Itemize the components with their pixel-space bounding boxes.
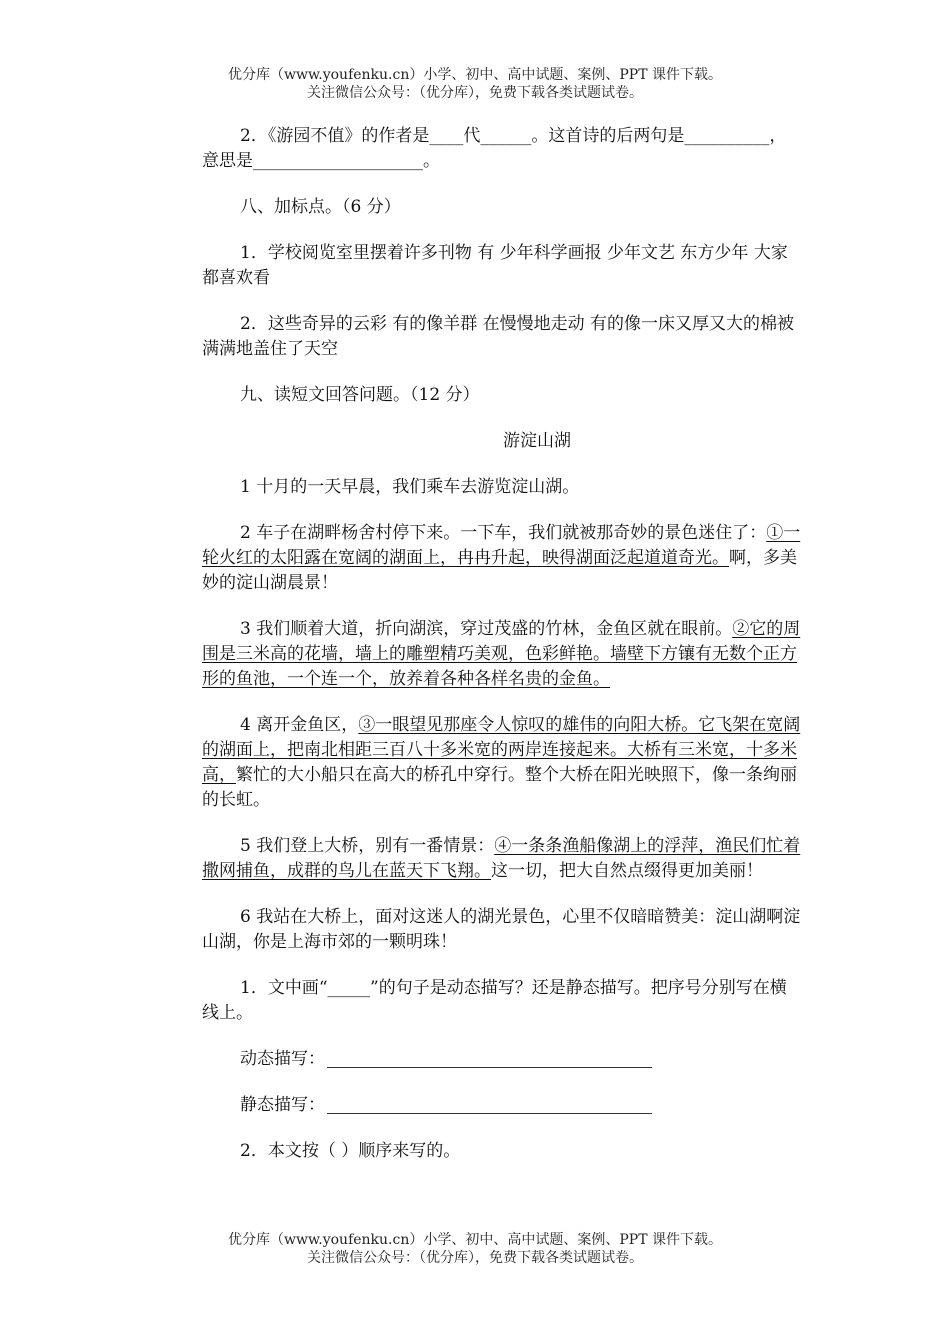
- passage-title: 游淀山湖: [503, 431, 571, 451]
- static-description-label: 静态描写：: [240, 1095, 325, 1115]
- p2-text-a: 2 车子在湖畔杨舍村停下来。一下车，我们就被那奇妙的景色迷住了：: [240, 523, 767, 543]
- p2-text-b: 啊，多美妙的淀山湖晨景！: [202, 548, 797, 593]
- footer-line-1: 优分库（www.youfenku.cn）小学、初中、高中试题、案例、PPT 课件下载。: [227, 1232, 722, 1248]
- p5-underlined-sentence: ④一条条渔船像湖上的浮萍，渔民们忙着撒网捕鱼，成群的鸟儿在蓝天下飞翔。: [202, 836, 801, 881]
- header-line-2: 关注微信公众号：（优分库），免费下载各类试题试卷。: [307, 85, 643, 101]
- question-7-2: 2．《游园不值》的作者是____代______。这首诗的后两句是__________，意思是____________________。: [202, 126, 787, 171]
- document-body: [202, 124, 802, 1164]
- p3-text-a: 3 我们顺着大道，折向湖滨，穿过茂盛的竹林，金鱼区就在眼前。: [240, 619, 733, 639]
- passage-paragraph-6: 6 我站在大桥上，面对这迷人的湖光景色，心里不仅暗暗赞美：淀山湖啊淀山湖，你是上海市郊的一颗明珠！: [202, 907, 801, 952]
- p4-text-b: 繁忙的大小船只在高大的桥孔中穿行。整个大桥在阳光映照下，像一条绚丽的长虹。: [202, 765, 797, 810]
- passage-paragraph-4: [202, 713, 802, 813]
- dynamic-description-answer-line[interactable]: [327, 1050, 652, 1068]
- section-8-item-1: 1．学校阅览室里摆着许多刊物 有 少年科学画报 少年文艺 东方少年 大家都喜欢看: [202, 243, 788, 288]
- static-description-row: [202, 1093, 802, 1118]
- p4-underlined-sentence: ③一眼望见那座令人惊叹的雄伟的向阳大桥。它飞架在宽阔的湖面上，把南北相距三百八十多米宽的两岸连接起来。大桥有三米宽，十多米高，: [202, 715, 801, 785]
- p3-underlined-sentence: ②它的周围是三米高的花墙，墙上的雕塑精巧美观，色彩鲜艳。墙壁下方镶有无数个正方形的鱼池，一个连一个，放养着各种各样名贵的金鱼。: [202, 619, 801, 689]
- section-8-item-2: 2．这些奇异的云彩 有的像羊群 在慢慢地走动 有的像一床又厚又大的棉被 满满地盖住了天空: [202, 314, 795, 359]
- section-9-title: 九、读短文回答问题。（12 分）: [240, 385, 480, 405]
- dynamic-description-label: 动态描写：: [240, 1049, 325, 1069]
- passage-paragraph-2: [202, 521, 802, 596]
- passage-paragraph-3: [202, 617, 802, 692]
- header-line-1: 优分库（www.youfenku.cn）小学、初中、高中试题、案例、PPT 课件下载。: [227, 67, 722, 83]
- passage-paragraph-5: [202, 834, 802, 884]
- p4-text-a: 4 离开金鱼区，: [240, 715, 359, 735]
- passage-paragraph-1: 1 十月的一天早晨，我们乘车去游览淀山湖。: [240, 477, 580, 497]
- question-9-1: 1．文中画“_____”的句子是动态描写？还是静态描写。把序号分别写在横线上。: [202, 978, 787, 1023]
- dynamic-description-row: [202, 1047, 802, 1072]
- p5-text-b: 这一切，把大自然点缀得更加美丽！: [491, 861, 763, 881]
- page-footer: [0, 1231, 950, 1267]
- footer-line-2: 关注微信公众号：（优分库），免费下载各类试题试卷。: [307, 1250, 643, 1266]
- section-8-title: 八、加标点。（6 分）: [240, 197, 401, 217]
- question-9-2: 2．本文按（ ）顺序来写的。: [240, 1141, 461, 1161]
- page-header: [0, 66, 950, 102]
- static-description-answer-line[interactable]: [327, 1096, 652, 1114]
- p5-text-a: 5 我们登上大桥，别有一番情景：: [240, 836, 495, 856]
- p2-underlined-sentence: ①一轮火红的太阳露在宽阔的湖面上，冉冉升起，映得湖面泛起道道奇光。: [202, 523, 801, 568]
